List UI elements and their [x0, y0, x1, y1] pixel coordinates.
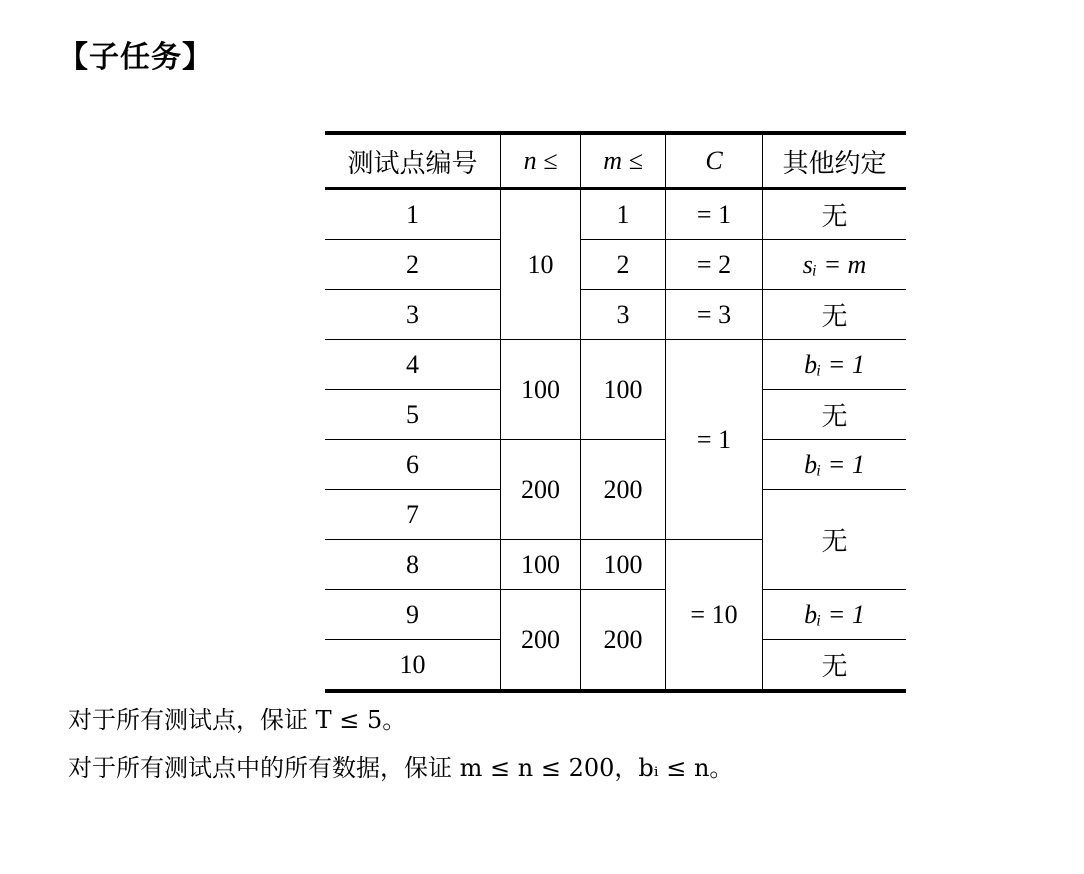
header-test-id: 测试点编号 — [325, 133, 501, 189]
table-row — [325, 189, 906, 240]
cell-other: 无 — [763, 490, 907, 590]
header-n: n ≤ — [501, 133, 581, 189]
header-other: 其他约定 — [763, 133, 907, 189]
cell-n: 100 — [501, 340, 581, 440]
cell-id: 4 — [325, 340, 501, 390]
subtask-table — [325, 131, 906, 693]
cell-other: 无 — [763, 189, 907, 240]
cell-m: 200 — [581, 440, 666, 540]
table-header-row — [325, 133, 906, 189]
table-row — [325, 340, 906, 390]
cell-c: = 10 — [666, 540, 763, 692]
table-row — [325, 290, 906, 340]
cell-other: bᵢ = 1 — [763, 340, 907, 390]
cell-id: 8 — [325, 540, 501, 590]
cell-id: 2 — [325, 240, 501, 290]
cell-c: = 3 — [666, 290, 763, 340]
header-m: m ≤ — [581, 133, 666, 189]
table-row — [325, 590, 906, 640]
constraint-note-data: 对于所有测试点中的所有数据，保证 m ≤ n ≤ 200，bᵢ ≤ n。 — [68, 754, 734, 782]
cell-m: 2 — [581, 240, 666, 290]
cell-id: 9 — [325, 590, 501, 640]
cell-n: 10 — [501, 189, 581, 340]
cell-m: 100 — [581, 540, 666, 590]
cell-id: 6 — [325, 440, 501, 490]
cell-m: 100 — [581, 340, 666, 440]
cell-c: = 1 — [666, 340, 763, 540]
cell-id: 10 — [325, 640, 501, 692]
cell-other: 无 — [763, 640, 907, 692]
cell-c: = 1 — [666, 189, 763, 240]
cell-m: 200 — [581, 590, 666, 692]
header-c: C — [666, 133, 763, 189]
cell-n: 200 — [501, 440, 581, 540]
cell-other: sᵢ = m — [763, 240, 907, 290]
cell-id: 3 — [325, 290, 501, 340]
cell-c: = 2 — [666, 240, 763, 290]
cell-m: 1 — [581, 189, 666, 240]
cell-m: 3 — [581, 290, 666, 340]
cell-n: 200 — [501, 590, 581, 692]
cell-other: 无 — [763, 290, 907, 340]
table-row — [325, 240, 906, 290]
section-heading: 【子任务】 — [58, 40, 213, 75]
cell-other: bᵢ = 1 — [763, 590, 907, 640]
constraint-note-t: 对于所有测试点，保证 T ≤ 5。 — [68, 706, 407, 734]
cell-n: 100 — [501, 540, 581, 590]
cell-id: 1 — [325, 189, 501, 240]
cell-id: 7 — [325, 490, 501, 540]
cell-id: 5 — [325, 390, 501, 440]
cell-other: 无 — [763, 390, 907, 440]
table-row — [325, 440, 906, 490]
cell-other: bᵢ = 1 — [763, 440, 907, 490]
